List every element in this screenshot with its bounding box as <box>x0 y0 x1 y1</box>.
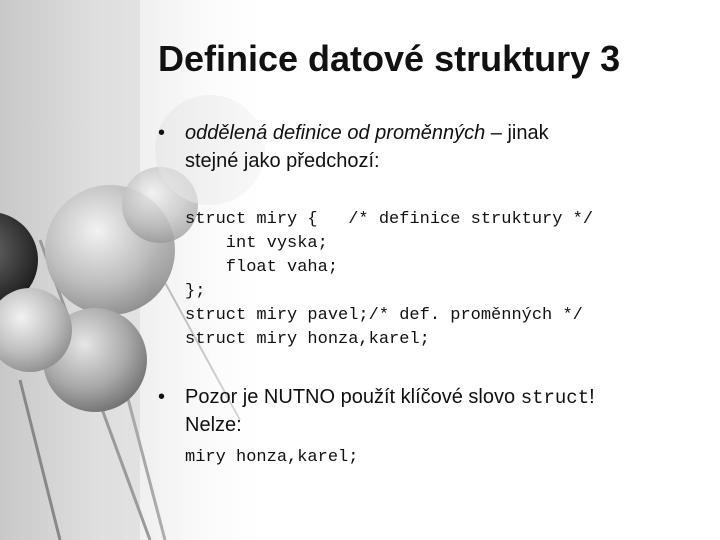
code-line: }; <box>185 282 206 301</box>
code-block <box>185 208 593 352</box>
bullet-2-suffix-text: ! <box>589 386 595 408</box>
bullet-1-line-1 <box>185 119 549 147</box>
code-line: struct miry { /* definice struktury */ <box>185 210 594 229</box>
bullet-2-prefix-text: Pozor je NUTNO použít klíčové slovo <box>185 386 521 408</box>
code-line: struct miry pavel;/* def. proměnných */ <box>185 306 583 325</box>
bullet-2 <box>158 383 698 443</box>
bullet-1-rest-text: – jinak <box>485 122 549 144</box>
bullet-dot: • <box>158 122 166 144</box>
code-line: struct miry honza,karel; <box>185 330 430 349</box>
struct-keyword: struct <box>520 387 590 409</box>
code-line: int vyska; <box>185 234 328 253</box>
bullet-dot: • <box>158 386 166 408</box>
code-line: miry honza,karel; <box>185 448 359 467</box>
bullet-2-line-2: Nelze: <box>185 414 242 436</box>
bullet-2-line-1 <box>185 383 595 412</box>
slide-title: Definice datové struktury 3 <box>158 38 621 79</box>
bullet-1-line-2: stejné jako předchozí: <box>185 150 380 172</box>
bullet-1 <box>158 119 698 179</box>
code-bad-example <box>185 446 358 470</box>
code-line: float vaha; <box>185 258 339 277</box>
bullet-1-italic-text: oddělená definice od proměnných <box>185 122 486 144</box>
